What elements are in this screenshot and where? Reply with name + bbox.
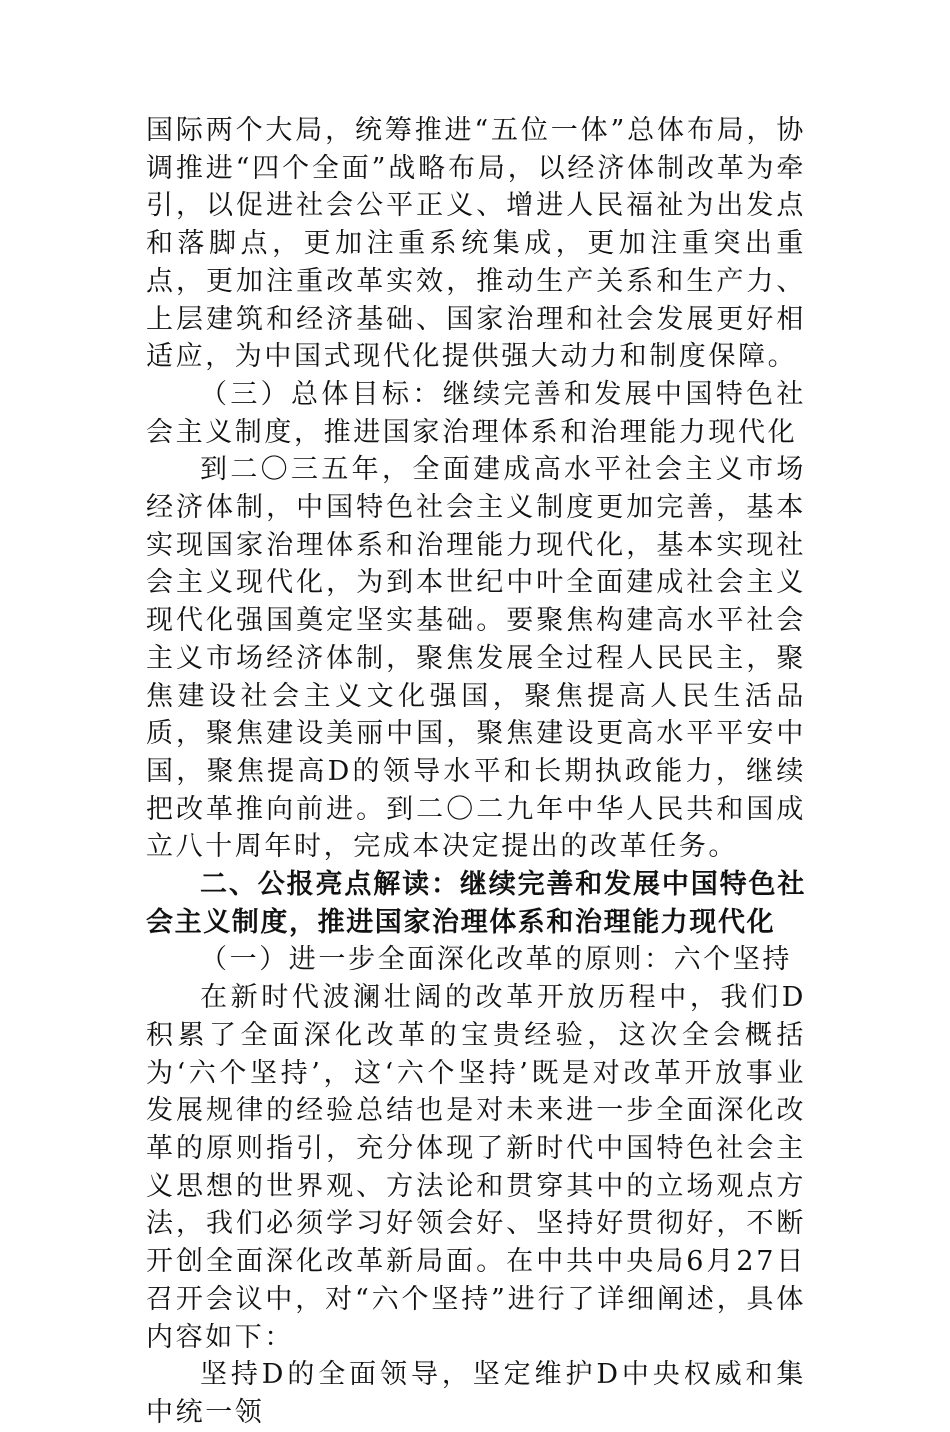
- body-paragraph-continued: 国际两个大局，统筹推进“五位一体”总体布局，协调推进“四个全面”战略布局，以经济体制改革为牵引，以促进社会公平正义、增进人民福祉为出发点和落脚点，更加注重系统集成，更加注重突出重点，更加注重改革实效，推动生产关系和生产力、上层建筑和经济基础、国家治理和社会发展更好相适应，为中国式现代化提供强大动力和制度保障。: [146, 115, 806, 373]
- section-heading-overall-goal: （三）总体目标：继续完善和发展中国特色社会主义制度，推进国家治理体系和治理能力现代化: [146, 378, 806, 448]
- body-paragraph-party-leadership: 坚持D的全面领导，坚定维护D中央权威和集中统一领: [146, 1359, 806, 1428]
- section-heading-communique-highlights: 二、公报亮点解读：继续完善和发展中国特色社会主义制度，推进国家治理体系和治理能力现代化: [146, 869, 806, 938]
- document-page: [146, 112, 806, 1432]
- body-paragraph-2035-goal: 到二〇三五年，全面建成高水平社会主义市场经济体制，中国特色社会主义制度更加完善，基本实现国家治理体系和治理能力现代化，基本实现社会主义现代化，为到本世纪中叶全面建成社会主义现代化强国奠定坚实基础。要聚焦构建高水平社会主义市场经济体制，聚焦发展全过程人民民主，聚焦建设社会主义文化强国，聚焦提高人民生活品质，聚焦建设美丽中国，聚焦建设更高水平平安中国，聚焦提高D的领导水平和长期执政能力，继续把改革推向前进。到二〇二九年中华人民共和国成立八十周年时，完成本决定提出的改革任务。: [146, 454, 806, 863]
- body-paragraph-six-principles: 在新时代波澜壮阔的改革开放历程中，我们D积累了全面深化改革的宝贵经验，这次全会概括为‘六个坚持’，这‘六个坚持’既是对改革开放事业发展规律的经验总结也是对未来进一步全面深化改革的原则指引，充分体现了新时代中国特色社会主义思想的世界观、方法论和贯穿其中的立场观点方法，我们必须学习好领会好、坚持好贯彻好，不断开创全面深化改革新局面。在中共中央局6月27日召开会议中，对“六个坚持”进行了详细阐述，具体内容如下：: [146, 982, 806, 1353]
- section-heading-six-principles: （一）进一步全面深化改革的原则：六个坚持: [200, 944, 792, 976]
